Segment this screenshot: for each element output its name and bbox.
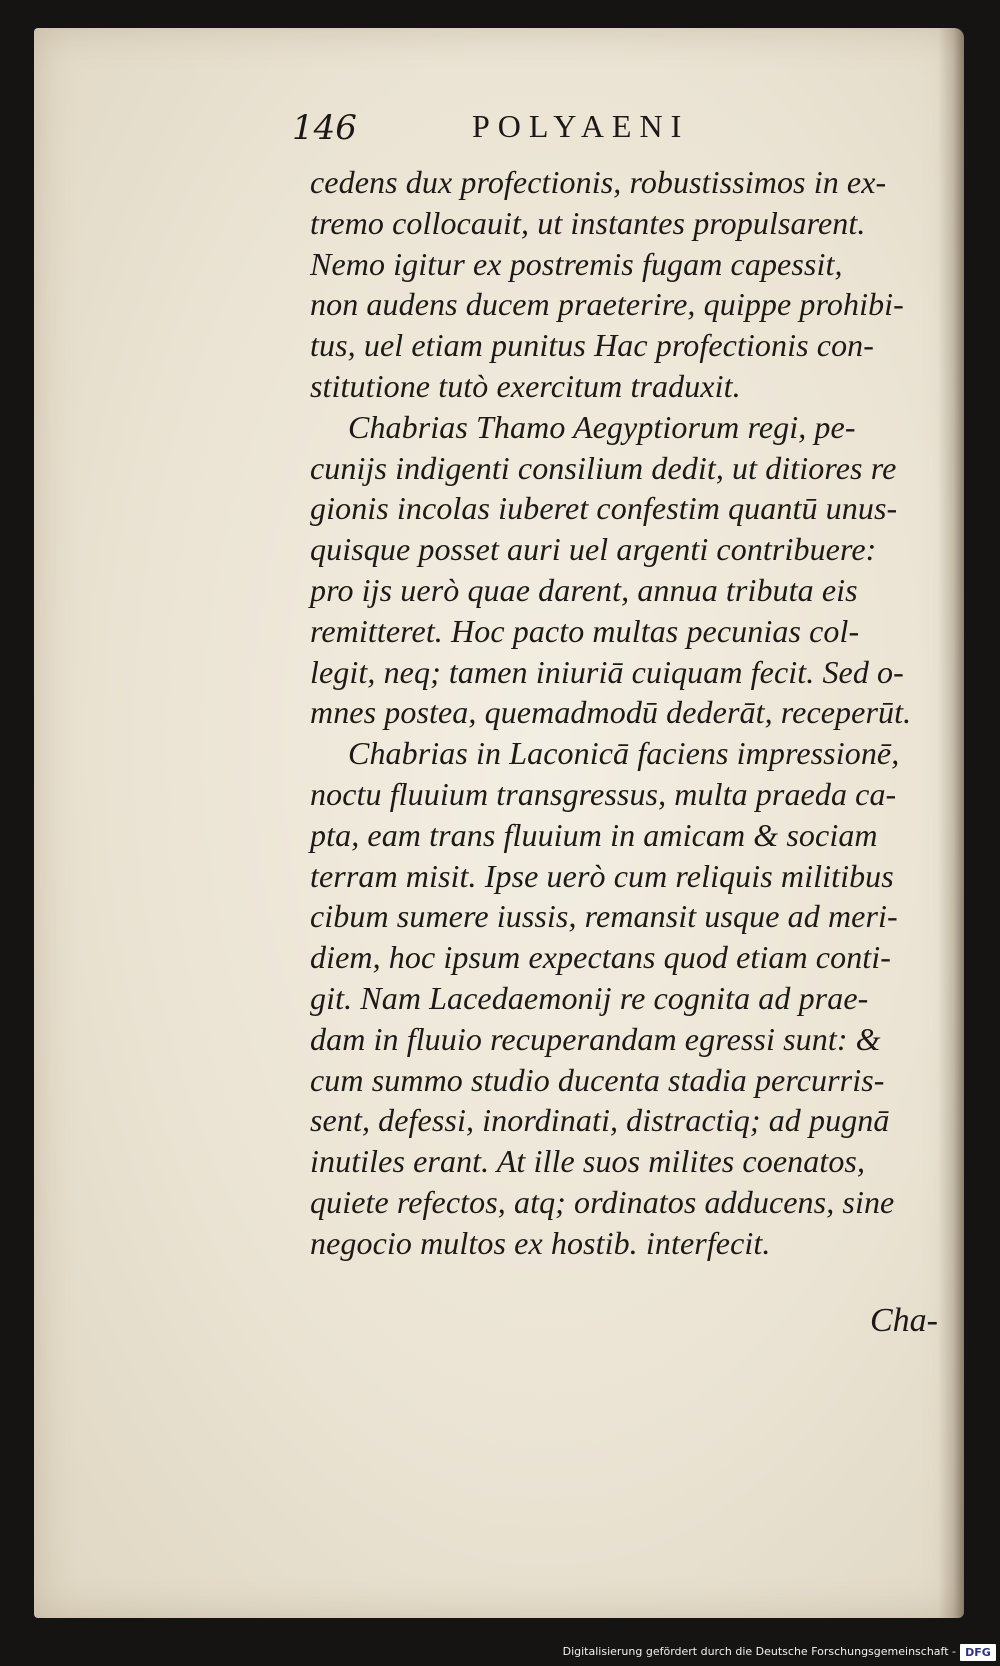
text-line: Chabrias Thamo Aegyptiorum regi, pe- [348, 408, 856, 445]
text-line: negocio multos ex hostib. interfecit. [310, 1224, 771, 1261]
text-line: cum summo studio ducenta stadia percurris- [310, 1061, 885, 1098]
body-text [310, 162, 945, 1264]
text-line: non audens ducem praeterire, quippe prohibi- [310, 286, 904, 323]
text-line: Chabrias in Laconicā faciens impressionē, [348, 735, 900, 772]
text-line: tremo collocauit, ut instantes propulsarent. [310, 204, 866, 241]
text-line: cunijs indigenti consilium dedit, ut ditiores re [310, 449, 897, 486]
text-line: dam in fluuio recuperandam egressi sunt: & [310, 1020, 881, 1057]
text-line: quisque posset auri uel argenti contribuere: [310, 531, 877, 568]
running-title: POLYAENI [472, 108, 690, 144]
text-line: git. Nam Lacedaemonij re cognita ad prae- [310, 979, 869, 1016]
text-line: inutiles erant. At ille suos milites coenatos, [310, 1143, 866, 1180]
dfg-logo: DFG [960, 1644, 996, 1661]
text-line: terram misit. Ipse uerò cum reliquis militibus [310, 857, 894, 894]
running-head [292, 104, 932, 164]
text-line: legit, neq; tamen iniuriā cuiquam fecit. Sed o- [310, 653, 904, 690]
text-line: stitutione tutò exercitum traduxit. [310, 367, 741, 404]
text-line: pro ijs uerò quae darent, annua tributa eis [310, 571, 858, 608]
digitization-credit: Digitalisierung gefördert durch die Deutsche Forschungsgemeinschaft - [562, 1645, 956, 1658]
text-line: cedens dux profectionis, robustissimos in ex- [310, 164, 887, 200]
text-line: Nemo igitur ex postremis fugam capessit, [310, 245, 843, 282]
text-line: cibum sumere iussis, remansit usque ad meri- [310, 898, 898, 935]
page-number: 146 [292, 108, 357, 148]
text-line: pta, eam trans fluuium in amicam & sociam [310, 816, 878, 853]
text-line: diem, hoc ipsum expectans quod etiam conti- [310, 939, 892, 976]
text-line: noctu fluuium transgressus, multa praeda ca- [310, 775, 897, 812]
text-line: gionis incolas iuberet confestim quantū unus- [310, 490, 898, 527]
text-line: mnes postea, quemadmodū dederāt, receperūt. [310, 694, 912, 731]
text-line: remitteret. Hoc pacto multas pecunias col- [310, 612, 860, 649]
text-line: quiete refectos, atq; ordinatos adducens, sine [310, 1183, 895, 1220]
text-line: tus, uel etiam punitus Hac profectionis con- [310, 327, 875, 364]
catchword: Cha- [870, 1302, 938, 1339]
text-line: sent, defessi, inordinati, distractiq; ad pugnā [310, 1102, 890, 1139]
